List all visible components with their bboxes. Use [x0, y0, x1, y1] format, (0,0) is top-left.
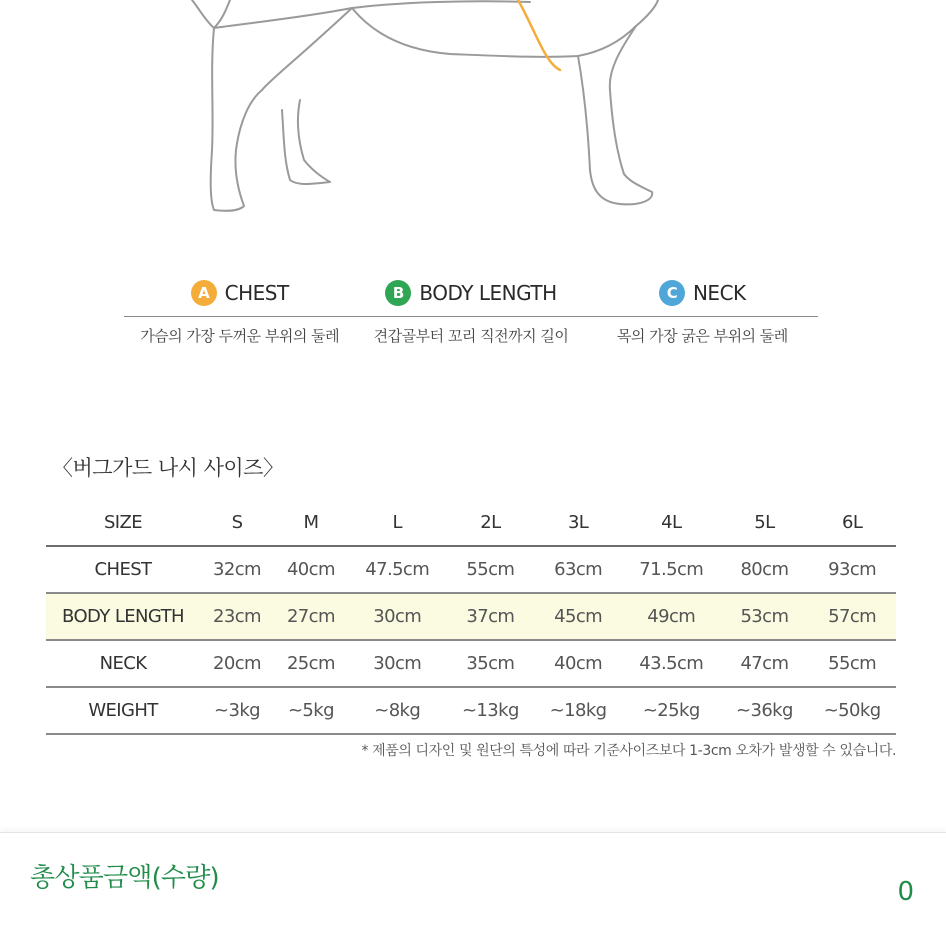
size-table: [46, 500, 896, 735]
table-cell: 53cm: [721, 593, 809, 640]
table-cell: ~36kg: [721, 687, 809, 734]
table-cell: ~8kg: [348, 687, 447, 734]
table-cell: 63cm: [534, 546, 622, 593]
table-cell: 35cm: [447, 640, 535, 687]
table-cell: 30cm: [348, 593, 447, 640]
table-cell: 43.5cm: [622, 640, 721, 687]
row-label: NECK: [46, 640, 200, 687]
table-row-body-length: [46, 593, 896, 640]
table-cell: 71.5cm: [622, 546, 721, 593]
header-6l: 6L: [808, 500, 896, 546]
legend-neck: [587, 280, 818, 306]
legend-body-length: [355, 280, 586, 306]
table-cell: 55cm: [808, 640, 896, 687]
row-label: CHEST: [46, 546, 200, 593]
legend-label-neck: NECK: [692, 281, 746, 305]
table-row-weight: [46, 687, 896, 734]
legend-divider: [124, 316, 818, 317]
legend-badge-b: B: [385, 280, 411, 306]
table-cell: ~3kg: [200, 687, 274, 734]
size-footnote: * 제품의 디자인 및 원단의 특성에 따라 기준사이즈보다 1-3cm 오차가 발생할 수 있습니다.: [361, 743, 896, 759]
header-m: M: [274, 500, 348, 546]
size-table-title: 〈버그가드 나시 사이즈〉: [52, 456, 284, 480]
legend-desc-body-length: 견갑골부터 꼬리 직전까지 길이: [373, 327, 569, 345]
table-cell: 37cm: [447, 593, 535, 640]
header-l: L: [348, 500, 447, 546]
header-5l: 5L: [721, 500, 809, 546]
total-price-label: 총상품금액(수량): [30, 863, 219, 893]
table-cell: ~5kg: [274, 687, 348, 734]
table-cell: 93cm: [808, 546, 896, 593]
table-cell: 40cm: [534, 640, 622, 687]
table-cell: 27cm: [274, 593, 348, 640]
table-cell: ~25kg: [622, 687, 721, 734]
legend-desc-chest: 가슴의 가장 두꺼운 부위의 둘레: [140, 327, 340, 345]
row-label: WEIGHT: [46, 687, 200, 734]
dog-illustration: [0, 0, 946, 240]
legend-chest: [124, 280, 355, 306]
table-row-neck: [46, 640, 896, 687]
header-s: S: [200, 500, 274, 546]
header-2l: 2L: [447, 500, 535, 546]
table-cell: 47cm: [721, 640, 809, 687]
table-cell: 23cm: [200, 593, 274, 640]
table-cell: 45cm: [534, 593, 622, 640]
table-cell: 55cm: [447, 546, 535, 593]
legend-label-body-length: BODY LENGTH: [419, 281, 557, 305]
order-summary-panel: [0, 832, 946, 947]
table-cell: 57cm: [808, 593, 896, 640]
size-table-header-row: [46, 500, 896, 546]
header-4l: 4L: [622, 500, 721, 546]
table-cell: 49cm: [622, 593, 721, 640]
header-3l: 3L: [534, 500, 622, 546]
measurement-legend: [124, 270, 818, 360]
table-cell: 80cm: [721, 546, 809, 593]
legend-badge-a: A: [191, 280, 217, 306]
row-label: BODY LENGTH: [46, 593, 200, 640]
table-cell: ~13kg: [447, 687, 535, 734]
legend-desc-neck: 목의 가장 굵은 부위의 둘레: [616, 327, 788, 345]
legend-badge-c: C: [659, 280, 685, 306]
table-cell: 30cm: [348, 640, 447, 687]
table-row-chest: [46, 546, 896, 593]
table-cell: 25cm: [274, 640, 348, 687]
table-cell: ~50kg: [808, 687, 896, 734]
table-cell: 20cm: [200, 640, 274, 687]
table-cell: 47.5cm: [348, 546, 447, 593]
table-cell: ~18kg: [534, 687, 622, 734]
total-price-value: 0: [897, 877, 914, 907]
legend-label-chest: CHEST: [224, 281, 289, 305]
table-cell: 32cm: [200, 546, 274, 593]
table-cell: 40cm: [274, 546, 348, 593]
header-size: SIZE: [46, 500, 200, 546]
